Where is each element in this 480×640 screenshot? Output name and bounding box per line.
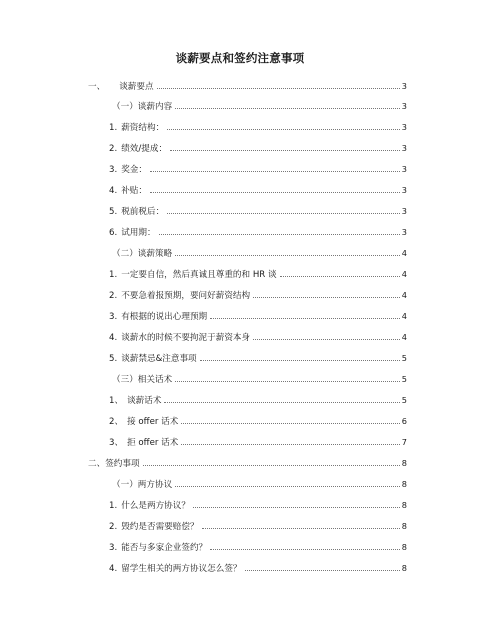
toc-entry-page: 6 — [401, 416, 407, 426]
toc-entry-page: 7 — [401, 437, 407, 447]
toc-entry-page: 5 — [401, 353, 407, 363]
toc-entry-level3[interactable] — [109, 414, 407, 428]
toc-entry-level3[interactable] — [109, 330, 407, 344]
toc-entry-label: 拒 offer 话术 — [127, 438, 179, 448]
toc-entry-page: 8 — [401, 458, 407, 468]
toc-entry-page: 8 — [401, 542, 407, 552]
toc-entry-label: 谈薪水的时候不要拘泥于薪资本身 — [121, 333, 251, 343]
toc-entry-label: （一）两方协议 — [112, 480, 173, 490]
toc-entry-level1[interactable] — [88, 456, 407, 470]
toc-dot-leader — [164, 402, 399, 403]
toc-entry-number: 1. — [109, 501, 118, 511]
toc-entry-number: 4. — [109, 564, 118, 574]
toc-entry-number: 1. — [109, 270, 118, 280]
toc-dot-leader — [167, 129, 400, 130]
toc-entry-page: 3 — [401, 122, 407, 132]
toc-dot-leader — [175, 486, 400, 487]
toc-entry-level2[interactable] — [112, 372, 407, 386]
toc-entry-page: 4 — [401, 269, 407, 279]
toc-entry-level3[interactable] — [109, 309, 407, 323]
toc-entry-level3[interactable] — [109, 435, 407, 449]
toc-dot-leader — [202, 528, 400, 529]
toc-entry-label: 试用期： — [121, 228, 156, 238]
toc-entry-page: 4 — [401, 290, 407, 300]
toc-entry-level3[interactable] — [109, 519, 407, 533]
toc-entry-label: （三）相关话术 — [112, 375, 173, 385]
toc-entry-page: 3 — [401, 143, 407, 153]
toc-dot-leader — [167, 213, 400, 214]
toc-entry-label: 绩效/提成： — [121, 144, 168, 154]
toc-entry-level3[interactable] — [109, 498, 407, 512]
toc-entry-label: 谈薪禁忌&注意事项 — [121, 354, 197, 364]
toc-entry-level3[interactable] — [109, 162, 407, 176]
toc-entry-level3[interactable] — [109, 225, 407, 239]
toc-entry-page: 8 — [401, 521, 407, 531]
toc-entry-level3[interactable] — [109, 120, 407, 134]
toc-entry-page: 5 — [401, 395, 407, 405]
toc-entry-page: 3 — [401, 206, 407, 216]
toc-dot-leader — [210, 549, 400, 550]
toc-entry-number: 3. — [109, 312, 118, 322]
toc-entry-page: 3 — [401, 164, 407, 174]
toc-entry-label: 毁约是否需要赔偿？ — [121, 522, 199, 532]
toc-entry-label: 签约事项 — [105, 459, 140, 469]
toc-dot-leader — [170, 150, 400, 151]
toc-entry-label: 补贴： — [121, 186, 147, 196]
toc-entry-level3[interactable] — [109, 141, 407, 155]
toc-entry-level3[interactable] — [109, 393, 407, 407]
toc-entry-level3[interactable] — [109, 183, 407, 197]
toc-entry-level1[interactable] — [88, 79, 407, 93]
toc-entry-label: 什么是两方协议？ — [121, 501, 190, 511]
toc-entry-label: （二）谈薪策略 — [112, 249, 173, 259]
toc-entry-number: 1. — [109, 123, 118, 133]
toc-entry-number: 1、 — [109, 396, 124, 406]
toc-dot-leader — [245, 570, 400, 571]
toc-entry-number: 3. — [109, 165, 118, 175]
toc-dot-leader — [159, 234, 400, 235]
toc-dot-leader — [253, 297, 400, 298]
toc-entry-page: 8 — [401, 563, 407, 573]
toc-entry-label: （一）谈薪内容 — [112, 102, 173, 112]
toc-entry-number: 3、 — [109, 438, 124, 448]
toc-dot-leader — [181, 444, 399, 445]
toc-entry-page: 3 — [401, 81, 407, 91]
toc-entry-number: 2. — [109, 144, 118, 154]
toc-dot-leader — [143, 465, 400, 466]
toc-entry-level3[interactable] — [109, 540, 407, 554]
toc-dot-leader — [253, 339, 400, 340]
toc-entry-page: 8 — [401, 479, 407, 489]
toc-entry-level2[interactable] — [112, 246, 407, 260]
toc-entry-label: 薪资结构： — [121, 123, 165, 133]
toc-entry-level3[interactable] — [109, 351, 407, 365]
toc-entry-level3[interactable] — [109, 561, 407, 575]
toc-entry-level2[interactable] — [112, 477, 407, 491]
toc-entry-label: 一定要自信，然后真诚且尊重的和 HR 谈 — [121, 270, 277, 280]
toc-entry-number: 3. — [109, 543, 118, 553]
toc-entry-page: 3 — [401, 185, 407, 195]
toc-entry-number: 6. — [109, 228, 118, 238]
toc-entry-page: 4 — [401, 332, 407, 342]
toc-entry-number: 5. — [109, 354, 118, 364]
toc-entry-number: 5. — [109, 207, 118, 217]
toc-entry-label: 接 offer 话术 — [127, 417, 179, 427]
toc-entry-page: 8 — [401, 500, 407, 510]
document-title: 谈薪要点和签约注意事项 — [175, 51, 305, 65]
toc-dot-leader — [175, 255, 400, 256]
toc-entry-label: 能否与多家企业签约？ — [121, 543, 208, 553]
toc-entry-page: 4 — [401, 311, 407, 321]
toc-entry-level2[interactable] — [112, 99, 407, 113]
toc-entry-level3[interactable] — [109, 288, 407, 302]
toc-dot-leader — [150, 192, 400, 193]
toc-entry-number: 4. — [109, 333, 118, 343]
toc-entry-number: 2. — [109, 291, 118, 301]
toc-dot-leader — [200, 360, 400, 361]
toc-dot-leader — [157, 88, 400, 89]
toc-entry-label: 税前税后： — [121, 207, 165, 217]
toc-entry-label: 留学生相关的两方协议怎么签？ — [121, 564, 242, 574]
toc-dot-leader — [193, 507, 400, 508]
toc-entry-page: 5 — [401, 374, 407, 384]
toc-entry-number: 2、 — [109, 417, 124, 427]
toc-entry-page: 4 — [401, 248, 407, 258]
toc-dot-leader — [175, 381, 400, 382]
toc-entry-number: 二、 — [88, 459, 106, 469]
toc-entry-number: 4. — [109, 186, 118, 196]
toc-dot-leader — [150, 171, 400, 172]
toc-dot-leader — [280, 276, 400, 277]
toc-entry-label: 不要急着报预期，要问好薪资结构 — [121, 291, 251, 301]
toc-entry-page: 3 — [401, 101, 407, 111]
toc-entry-level3[interactable] — [109, 267, 407, 281]
toc-dot-leader — [210, 318, 400, 319]
toc-entry-label: 奖金： — [121, 165, 147, 175]
toc-entry-number: 2. — [109, 522, 118, 532]
toc-entry-page: 3 — [401, 227, 407, 237]
toc-entry-label: 有根据的说出心理预期 — [121, 312, 208, 322]
toc-dot-leader — [181, 423, 399, 424]
toc-entry-number: 一、 — [88, 82, 106, 92]
toc-entry-label: 谈薪要点 — [119, 82, 154, 92]
toc-dot-leader — [175, 108, 400, 109]
toc-entry-label: 谈薪话术 — [127, 396, 162, 406]
toc-entry-level3[interactable] — [109, 204, 407, 218]
